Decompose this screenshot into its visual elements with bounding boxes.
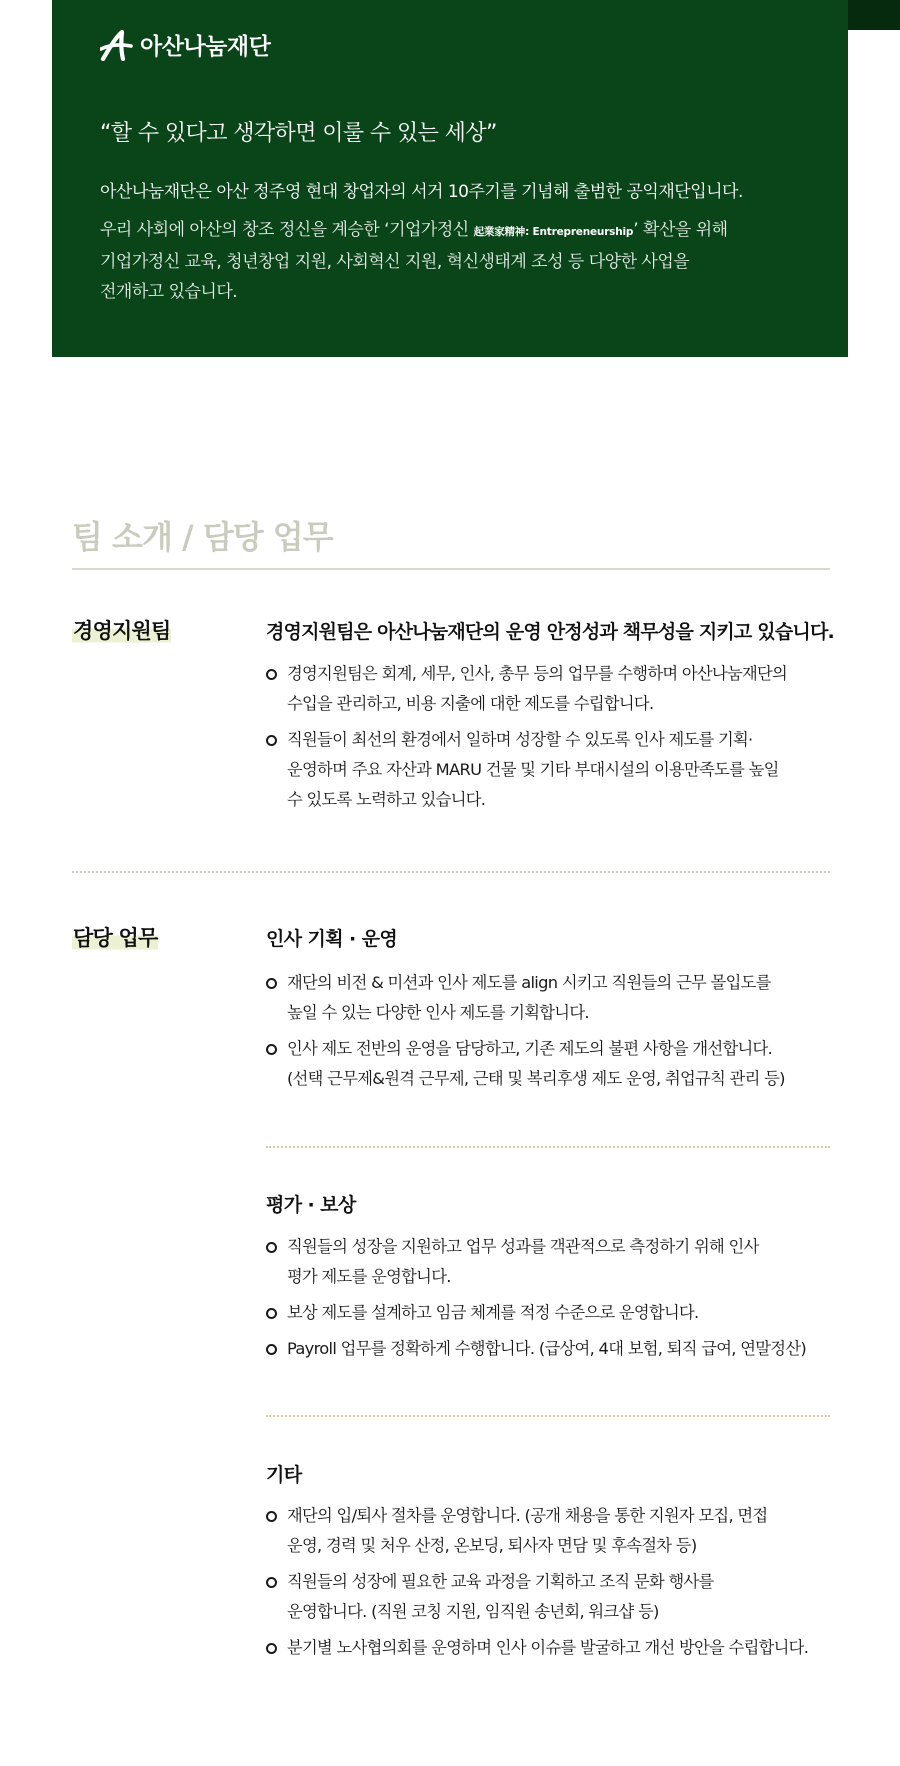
group-divider bbox=[266, 1415, 830, 1417]
asan-logo-icon bbox=[100, 29, 134, 61]
list-item-text: 인사 제도 전반의 운영을 담당하고, 기존 제도의 불편 사항을 개선합니다. (선택 근무제&원격 근무제, 근태 및 복리후생 제도 운영, 취업규칙 관리 등) bbox=[287, 1039, 785, 1088]
bullet-circle-icon bbox=[266, 1308, 277, 1319]
list-item bbox=[266, 1232, 836, 1292]
list-item-text: 직원들의 성장에 필요한 교육 과정을 기획하고 조직 문화 행사를 운영합니다. (직원 코칭 지원, 임직원 송년회, 워크샵 등) bbox=[287, 1572, 714, 1621]
hero-quote: “할 수 있다고 생각하면 이룰 수 있는 세상” bbox=[100, 121, 497, 146]
hero-banner bbox=[52, 0, 848, 357]
group-divider bbox=[266, 1146, 830, 1148]
top-strip-right bbox=[848, 0, 900, 30]
hero-desc-small: 起業家精神: Entrepreneurship bbox=[473, 226, 634, 238]
list-item bbox=[266, 1633, 836, 1663]
duty-group-bullet-list bbox=[266, 1501, 836, 1663]
bullet-circle-icon bbox=[266, 978, 277, 989]
list-item-text: 직원들이 최선의 환경에서 일하며 성장할 수 있도록 인사 제도를 기획· 운영하며 주요 자산과 MARU 건물 및 기타 부대시설의 이용만족도를 높일 수 있도록 노력하고 있습니다. bbox=[287, 730, 779, 809]
team-heading: 경영지원팀은 아산나눔재단의 운영 안정성과 책무성을 지키고 있습니다. bbox=[266, 621, 834, 643]
list-item-text: 분기별 노사협의회를 운영하며 인사 이슈를 발굴하고 개선 방안을 수립합니다. bbox=[287, 1638, 809, 1657]
bullet-circle-icon bbox=[266, 735, 277, 746]
team-label: 경영지원팀 bbox=[72, 615, 171, 645]
duty-group-bullet-list bbox=[266, 968, 836, 1094]
hero-desc-line3: 전개하고 있습니다. bbox=[100, 282, 238, 302]
duty-group-heading: 기타 bbox=[266, 1464, 302, 1486]
list-item bbox=[266, 659, 836, 719]
bullet-circle-icon bbox=[266, 1511, 277, 1522]
bullet-circle-icon bbox=[266, 1577, 277, 1588]
list-item-text: 재단의 입/퇴사 절차를 운영합니다. (공개 채용을 통한 지원자 모집, 면접 운영, 경력 및 처우 산정, 온보딩, 퇴사자 면담 및 후속절차 등) bbox=[287, 1506, 768, 1555]
list-item-text: 경영지원팀은 회계, 세무, 인사, 총무 등의 업무를 수행하며 아산나눔재단의 수입을 관리하고, 비용 지출에 대한 제도를 수립합니다. bbox=[287, 664, 788, 713]
logo-text: 아산나눔재단 bbox=[140, 34, 271, 60]
bullet-circle-icon bbox=[266, 669, 277, 680]
list-item bbox=[266, 1501, 836, 1561]
list-item-text: 직원들의 성장을 지원하고 업무 성과를 객관적으로 측정하기 위해 인사 평가 제도를 운영합니다. bbox=[287, 1237, 759, 1286]
bullet-circle-icon bbox=[266, 1044, 277, 1055]
team-bullet-list bbox=[266, 659, 836, 815]
hero-intro: 아산나눔재단은 아산 정주영 현대 창업자의 서거 10주기를 기념해 출범한 공익재단입니다. bbox=[100, 182, 743, 202]
bullet-circle-icon bbox=[266, 1643, 277, 1654]
bullet-circle-icon bbox=[266, 1242, 277, 1253]
bullet-circle-icon bbox=[266, 1344, 277, 1355]
hero-desc-part1: 우리 사회에 아산의 창조 정신을 계승한 ‘기업가정신 bbox=[100, 220, 474, 240]
list-item-text: 보상 제도를 설계하고 임금 체계를 적정 수준으로 운영합니다. bbox=[287, 1303, 699, 1322]
list-item bbox=[266, 968, 836, 1028]
duty-group-bullet-list bbox=[266, 1232, 836, 1364]
duty-group-heading: 평가 · 보상 bbox=[266, 1194, 356, 1216]
list-item bbox=[266, 1298, 836, 1328]
logo[interactable] bbox=[100, 28, 270, 61]
title-divider bbox=[72, 568, 830, 570]
list-item-text: Payroll 업무를 정확하게 수행합니다. (급상여, 4대 보험, 퇴직 급여, 연말정산) bbox=[287, 1339, 807, 1358]
duty-group-heading: 인사 기획 · 운영 bbox=[266, 928, 398, 950]
list-item bbox=[266, 1334, 836, 1364]
hero-description bbox=[100, 215, 800, 307]
top-strip-left bbox=[0, 0, 52, 30]
list-item bbox=[266, 1034, 836, 1094]
section-divider bbox=[72, 871, 830, 873]
hero-desc-line2: 기업가정신 교육, 청년창업 지원, 사회혁신 지원, 혁신생태계 조성 등 다양한 사업을 bbox=[100, 252, 690, 272]
duties-label: 담당 업무 bbox=[72, 922, 158, 952]
hero-desc-part2: ’ 확산을 위해 bbox=[633, 220, 728, 240]
section-title: 팀 소개 / 담당 업무 bbox=[72, 518, 333, 556]
list-item-text: 재단의 비전 & 미션과 인사 제도를 align 시키고 직원들의 근무 몰입도를 높일 수 있는 다양한 인사 제도를 기획합니다. bbox=[287, 973, 771, 1022]
list-item bbox=[266, 1567, 836, 1627]
list-item bbox=[266, 725, 836, 815]
